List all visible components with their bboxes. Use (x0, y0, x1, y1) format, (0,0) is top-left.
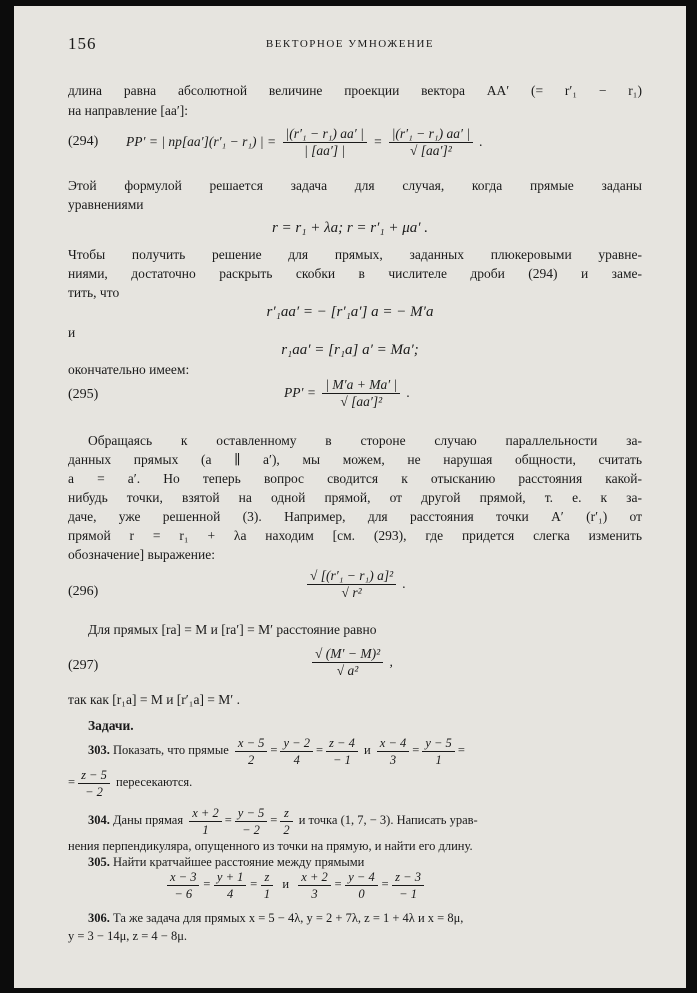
fraction-numerator: y − 4 (345, 869, 377, 886)
fraction-denominator: 1 (202, 822, 209, 837)
fraction-denominator: − 6 (174, 886, 193, 901)
fraction-denominator: 0 (358, 886, 365, 901)
equation-number: (295) (68, 387, 99, 402)
equation-b: r₁aa′ = [r₁a] a′ = Ma′; (281, 342, 419, 358)
fraction-denominator: 2 (248, 752, 255, 767)
fraction-numerator: x + 2 (189, 805, 221, 822)
fraction-denominator: − 1 (333, 752, 351, 767)
fraction-numerator: x − 4 (377, 735, 409, 752)
task-number: 306. (88, 911, 110, 925)
equation-lines: r = r₁ + λa; r = r′₁ + μa′ . (271, 220, 429, 236)
equation-294 (126, 124, 483, 160)
fraction-denominator: 4 (227, 886, 234, 901)
fraction (326, 735, 358, 768)
fraction-denominator: 1 (263, 886, 271, 901)
fraction-numerator: y − 5 (235, 805, 267, 822)
fraction-numerator: z − 3 (392, 869, 424, 886)
paragraph-line: Этой формулой решается задача для случая, когда прямые заданы (68, 178, 642, 193)
fraction-numerator: z − 5 (78, 767, 110, 784)
fraction (280, 735, 312, 768)
running-title: ВЕКТОРНОЕ УМНОЖЕНИЕ (265, 38, 435, 50)
paragraph-line: уравнениями (68, 197, 144, 212)
task-text: Даны прямая (113, 813, 184, 827)
paragraph-line: так как [r₁a] = M и [r′₁a] = M′ . (68, 692, 241, 707)
fraction-numerator: x + 2 (298, 869, 330, 886)
task-304-cont: нения перпендикуляра, опущенного из точки на прямую, и найти его длину. (68, 839, 473, 853)
task-number: 305. (88, 855, 110, 869)
fraction (283, 126, 367, 159)
task-306 (88, 910, 463, 926)
equation-297 (309, 644, 393, 680)
paragraph-line: ниями, достаточно раскрыть скобки в числителе дроби (294) и заме- (68, 266, 642, 281)
fraction (78, 767, 110, 800)
eq-text: PP′ = (284, 385, 316, 400)
paragraph-line: и (68, 325, 76, 340)
equation-295 (284, 375, 410, 411)
fraction-numerator: z (280, 805, 292, 822)
fraction (377, 735, 409, 768)
task-text: Найти кратчайшее расстояние между прямыми (113, 855, 365, 869)
fraction (261, 869, 273, 902)
fraction-numerator: z (261, 869, 273, 886)
paragraph-line: на направление [aa′]: (68, 103, 189, 118)
fraction-numerator: x − 5 (235, 735, 267, 752)
paragraph-line: Чтобы получить решение для прямых, заданных плюкеровыми уравне- (68, 247, 642, 262)
paragraph-line: a = a′. Но теперь вопрос сводится к отысканию расстояния какой- (68, 471, 642, 486)
fraction (189, 805, 221, 838)
paragraph-line: нибудь точки, взятой на одной прямой, от другой прямой, т. е. к за- (68, 490, 642, 505)
task-303: 303. Показать, что прямые $\frac{x - 5}{2}$ = $\frac{y - 2}{4}$ = $\frac{z - 4}{- 1}$ и $\frac{x - 4}{3}$ = $\frac{y - 5}{1}$ = (88, 735, 465, 767)
paragraph-line: Для прямых [ra] = M и [ra′] = M′ расстояние равно (88, 622, 377, 637)
conjunction: и (363, 743, 371, 757)
equation-number: (296) (68, 584, 99, 599)
paragraph-line: тить, что (68, 285, 120, 300)
fraction (307, 568, 396, 601)
eq-text: . (479, 134, 483, 149)
fraction-numerator: y − 2 (280, 735, 312, 752)
equation-296 (304, 566, 406, 602)
paragraph-line: окончательно имеем: (68, 362, 190, 377)
task-text: и точка (1, 7, − 3). Написать урав- (298, 813, 478, 827)
paragraph-line: обозначение] выражение: (68, 547, 215, 562)
fraction (345, 869, 377, 902)
task-text: Показать, что прямые (113, 743, 229, 757)
fraction (312, 646, 383, 679)
fraction (422, 735, 454, 768)
fraction-numerator: |(r′₁ − r₁) aa′ | (389, 126, 473, 143)
fraction-numerator: √ [(r′₁ − r₁) a]² (307, 568, 396, 585)
task-number: 304. (88, 813, 110, 827)
eq-text: . (402, 576, 406, 591)
fraction-numerator: y − 5 (422, 735, 454, 752)
fraction-denominator: √ a² (336, 663, 359, 679)
fraction-denominator: 3 (389, 752, 397, 767)
eq-text: = (373, 134, 383, 149)
task-303-cont: = $\frac{z - 5}{- 2}$ пересекаются. (68, 767, 193, 799)
task-306-cont: y = 3 − 14μ, z = 4 − 8μ. (68, 929, 188, 943)
task-text: пересекаются. (116, 775, 193, 789)
fraction-numerator: √ (M′ − M)² (312, 646, 383, 663)
paragraph-line: данных прямых (a ∥ a′), мы можем, не нарушая общности, считать (68, 452, 642, 467)
page-number: 156 (68, 34, 97, 53)
task-305-equations: $\frac{x - 3}{- 6}$ = $\frac{y + 1}{4}$ = $\frac{z}{1}$ и $\frac{x + 2}{3}$ = $\frac{y - 4}{0}$ = $\frac{z - 3}{- 1}$ (164, 866, 427, 902)
fraction-numerator: | M′a + Ma′ | (322, 377, 400, 394)
fraction-denominator: √ r² (341, 585, 362, 601)
eq-text: , (389, 654, 393, 669)
conjunction: и (282, 877, 290, 891)
fraction-numerator: y + 1 (214, 869, 246, 886)
fraction (235, 805, 267, 838)
fraction-denominator: − 1 (399, 886, 417, 901)
fraction-denominator: 4 (293, 752, 300, 767)
fraction-denominator: − 2 (242, 822, 260, 837)
fraction-denominator: √ [aa′]² (409, 143, 452, 159)
fraction (392, 869, 424, 902)
paragraph-line: прямой r = r₁ + λa находим [см. (293), где придется слегка изменить (68, 528, 642, 543)
fraction-denominator: 3 (311, 886, 318, 901)
page-header (14, 34, 686, 54)
fraction-denominator: − 2 (85, 784, 103, 799)
fraction-denominator: √ [aa′]² (340, 394, 383, 410)
fraction (298, 869, 330, 902)
fraction (214, 869, 246, 902)
book-page (14, 6, 686, 988)
fraction (235, 735, 267, 768)
task-text: Та же задача для прямых x = 5 − 4λ, y = 2 + 7λ, z = 1 + 4λ и x = 8μ, (113, 911, 464, 925)
fraction (322, 377, 400, 410)
fraction-numerator: x − 3 (167, 869, 199, 886)
paragraph-line: длина равна абсолютной величине проекции вектора AA′ (= r′₁ − r₁) (68, 83, 642, 98)
paragraph-line: даче, уже решенной (3). Например, для расстояния точки A′ (r′₁) от (68, 509, 642, 524)
equation-a: r′₁aa′ = − [r′₁a′] a = − M′a (266, 304, 434, 320)
fraction (167, 869, 199, 902)
fraction-denominator: 2 (283, 822, 290, 837)
task-number: 303. (88, 743, 110, 757)
fraction-denominator: 1 (435, 752, 442, 767)
fraction-numerator: |(r′₁ − r₁) aa′ | (283, 126, 367, 143)
eq-text: . (406, 385, 410, 400)
fraction (389, 126, 473, 159)
tasks-heading: Задачи. (88, 718, 134, 733)
task-304: 304. Даны прямая $\frac{x + 2}{1}$ = $\frac{y - 5}{- 2}$ = $\frac{z}{2}$ и точка (1, 7, − 3). Написать урав- (88, 805, 478, 837)
equation-number: (297) (68, 658, 99, 673)
fraction-numerator: z − 4 (326, 735, 358, 752)
equation-number: (294) (68, 134, 99, 149)
fraction (280, 805, 292, 838)
eq-text: PP′ = | пр[aa′](r′₁ − r₁) | = (126, 134, 277, 149)
fraction-denominator: | [aa′] | (304, 143, 346, 159)
paragraph-line: Обращаясь к оставленному в стороне случаю параллельности за- (88, 433, 642, 448)
